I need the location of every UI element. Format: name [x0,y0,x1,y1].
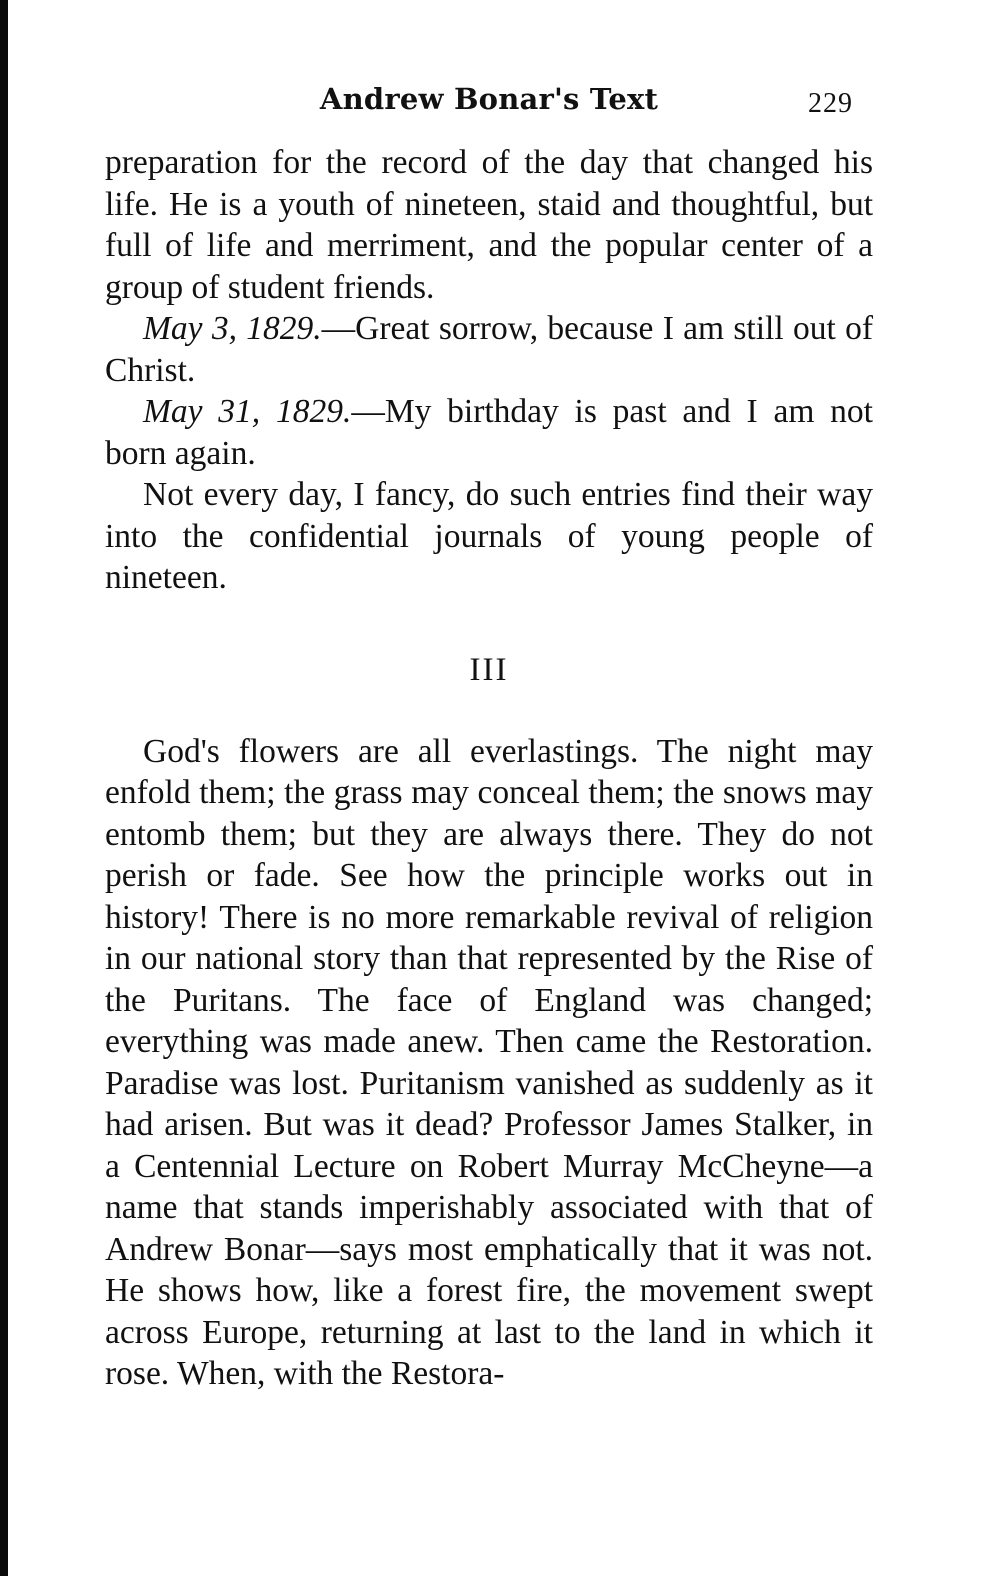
page-number: 229 [808,88,853,119]
paragraph-text: preparation for the record of the day that changed his life. He is a youth of nineteen, staid and thoughtful, but full of life and merriment, and the popular center of a group of student friends. [105,144,873,306]
section-paragraph [105,731,873,1395]
paragraph-text: God's flowers are all everlastings. The night may enfold them; the grass may conceal them; the snows may entomb them; but they are always there. They do not perish or fade. See how the principle works out in history! There is no more remarkable revival of religion in our national story than that represented by the Rise of the Puritans. The face of England was changed; everything was made anew. Then came the Restoration. Paradise was lost. Puritanism vanished as suddenly as it had arisen. But was it dead? Professor James Stalker, in a Centennial Lecture on Robert Murray McCheyne—a name that stands imperishably associated with that of Andrew Bonar—says most emphatically that it was not. He shows how, like a forest fire, the movement swept across Europe, returning at last to the land in which it rose. When, with the Restora- [105,732,873,1392]
entry-date: May 3, 1829. [143,310,322,347]
paragraph [105,474,873,599]
paragraph-text: Not every day, I fancy, do such entries find their way into the confidential journals of young people of nineteen. [105,476,873,596]
book-page [105,82,873,1395]
page-header [105,82,873,142]
paragraph-continuation [105,142,873,308]
running-head: Andrew Bonar's Text [319,82,659,116]
entry-text: —Great sorrow, because I am still out of Christ. [105,310,873,389]
body-text [105,142,873,1395]
page-edge-rule [0,0,8,1576]
entry-date: May 31, 1829. [143,393,352,430]
journal-entry [105,308,873,391]
entry-text: —My birthday is past and I am not born again. [105,393,873,472]
section-heading: III [469,651,509,688]
journal-entry [105,391,873,474]
